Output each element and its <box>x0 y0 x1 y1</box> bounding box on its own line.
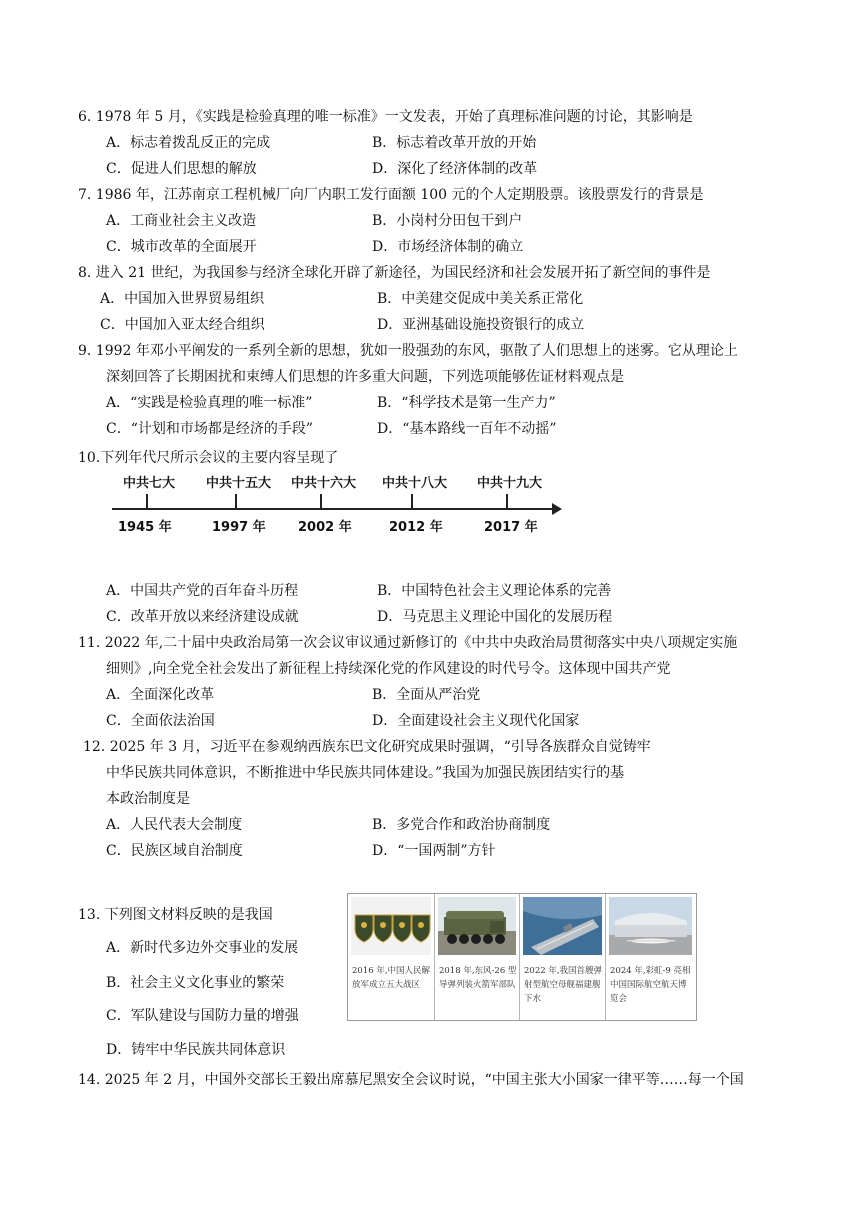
q12-option-b: B．多党合作和政治协商制度 <box>372 817 551 833</box>
q13-photo-panel <box>347 893 697 1021</box>
q12-option-a: A．人民代表大会制度 <box>106 817 243 833</box>
photo-cell-fujian-carrier <box>520 894 606 1020</box>
q8-option-a: A．中国加入世界贸易组织 <box>100 291 265 307</box>
q9-option-d: D．“基本路线一百年不动摇” <box>377 421 557 437</box>
timeline-year-3: 2002 年 <box>298 520 352 535</box>
timeline-event-5: 中共十九大 <box>477 476 543 491</box>
q6-option-b: B．标志着改革开放的开始 <box>372 135 537 151</box>
q7-option-d: D．市场经济体制的确立 <box>372 239 524 255</box>
q10-option-d: D．马克思主义理论中国化的发展历程 <box>377 609 613 625</box>
q12-option-d: D．“一国两制”方针 <box>372 843 496 859</box>
timeline-event-3: 中共十六大 <box>291 476 357 491</box>
q11-stem-line2: 细则》,向全党全社会发出了新征程上持续深化党的作风建设的时代号令。这体现中国共产党 <box>106 661 671 677</box>
q11-option-b: B．全面从严治党 <box>372 687 481 703</box>
q6-option-a: A．标志着拨乱反正的完成 <box>106 135 271 151</box>
timeline-year-5: 2017 年 <box>484 520 538 535</box>
q7-stem: 7. 1986 年，江苏南京工程机械厂向厂内职工发行面额 100 元的个人定期股票。该股票发行的背景是 <box>78 187 704 203</box>
q12-stem-line2: 中华民族共同体意识，不断推进中华民族共同体建设。”我国为加强民族团结实行的基 <box>106 765 625 781</box>
photo-cell-theater-commands <box>348 894 435 1020</box>
q7-option-a: A．工商业社会主义改造 <box>106 213 257 229</box>
q9-stem-line1: 9. 1992 年邓小平阐发的一系列全新的思想，犹如一股强劲的东风，驱散了人们思想上的迷雾。它从理论上 <box>78 343 738 359</box>
q13-stem: 13. 下列图文材料反映的是我国 <box>78 907 273 923</box>
photo-caption-1: 2016 年,中国人民解放军成立五大战区 <box>352 966 431 990</box>
q9-option-b: B．“科学技术是第一生产力” <box>377 395 556 411</box>
q13-option-a: A．新时代多边外交事业的发展 <box>106 940 299 956</box>
q9-option-a: A．“实践是检验真理的唯一标准” <box>106 395 313 411</box>
q11-option-c: C．全面依法治国 <box>106 713 215 729</box>
q10-stem: 10.下列年代尺所示会议的主要内容呈现了 <box>78 450 339 466</box>
q6-stem: 6. 1978 年 5 月，《实践是检验真理的唯一标准》一文发表，开始了真理标准问题的讨论，其影响是 <box>78 109 693 125</box>
q12-option-c: C．民族区域自治制度 <box>106 843 243 859</box>
q7-option-c: C．城市改革的全面展开 <box>106 239 257 255</box>
q12-stem-line3: 本政治制度是 <box>106 791 190 807</box>
fujian-aircraft-carrier-image <box>523 897 602 955</box>
timeline-arrow-head <box>552 503 562 515</box>
q6-option-d: D．深化了经济体制的改革 <box>372 161 538 177</box>
df26-missile-launcher-image <box>438 897 516 955</box>
ch9-drone-airshow-image <box>609 897 692 955</box>
q6-option-c: C．促进人们思想的解放 <box>106 161 257 177</box>
photo-caption-2: 2018 年,东风-26 型导弹列装火箭军部队 <box>439 966 517 990</box>
army-emblem-badges-image <box>351 897 431 955</box>
photo-cell-ch9-drone <box>606 894 695 1020</box>
q8-option-c: C．中国加入亚太经合组织 <box>100 317 265 333</box>
q12-stem-line1: 12. 2025 年 3 月，习近平在参观纳西族东巴文化研究成果时强调，“引导各族群众自觉铸牢 <box>83 739 651 755</box>
q10-option-c: C．改革开放以来经济建设成就 <box>106 609 299 625</box>
q11-option-a: A．全面深化改革 <box>106 687 215 703</box>
q7-option-b: B．小岗村分田包干到户 <box>372 213 523 229</box>
timeline-event-2: 中共十五大 <box>206 476 272 491</box>
timeline-year-1: 1945 年 <box>118 520 172 535</box>
photo-caption-4: 2024 年,彩虹-9 亮相中国国际航空航天博览会 <box>610 966 691 1004</box>
photo-cell-df26 <box>435 894 520 1020</box>
timeline-ticks <box>147 494 507 509</box>
q10-option-b: B．中国特色社会主义理论体系的完善 <box>377 583 612 599</box>
q10-option-a: A．中国共产党的百年奋斗历程 <box>106 583 299 599</box>
q8-option-b: B．中美建交促成中美关系正常化 <box>377 291 584 307</box>
photo-caption-3: 2022 年,我国首艘弹射型航空母舰福建舰下水 <box>524 966 603 1004</box>
q14-stem: 14. 2025 年 2 月，中国外交部长王毅出席慕尼黑安全会议时说，“中国主张大小国家一律平等……每一个国 <box>78 1072 744 1088</box>
q13-option-d: D．铸牢中华民族共同体意识 <box>106 1042 286 1058</box>
q11-option-d: D．全面建设社会主义现代化国家 <box>372 713 580 729</box>
q9-option-c: C．“计划和市场都是经济的手段” <box>106 421 314 437</box>
timeline-year-2: 1997 年 <box>212 520 266 535</box>
q8-stem: 8. 进入 21 世纪，为我国参与经济全球化开辟了新途径，为国民经济和社会发展开拓了新空间的事件是 <box>78 265 711 281</box>
q13-option-c: C．军队建设与国防力量的增强 <box>106 1008 299 1024</box>
timeline-event-4: 中共十八大 <box>382 476 448 491</box>
timeline-event-1: 中共七大 <box>123 476 176 491</box>
q13-option-b: B．社会主义文化事业的繁荣 <box>106 975 285 991</box>
timeline-year-4: 2012 年 <box>389 520 443 535</box>
q8-option-d: D．亚洲基础设施投资银行的成立 <box>377 317 585 333</box>
q11-stem-line1: 11. 2022 年,二十届中央政治局第一次会议审议通过新修订的《中共中央政治局贯彻落实中央八项规定实施 <box>78 635 738 651</box>
q9-stem-line2: 深刻回答了长期困扰和束缚人们思想的许多重大问题，下列选项能够佐证材料观点是 <box>106 369 624 385</box>
